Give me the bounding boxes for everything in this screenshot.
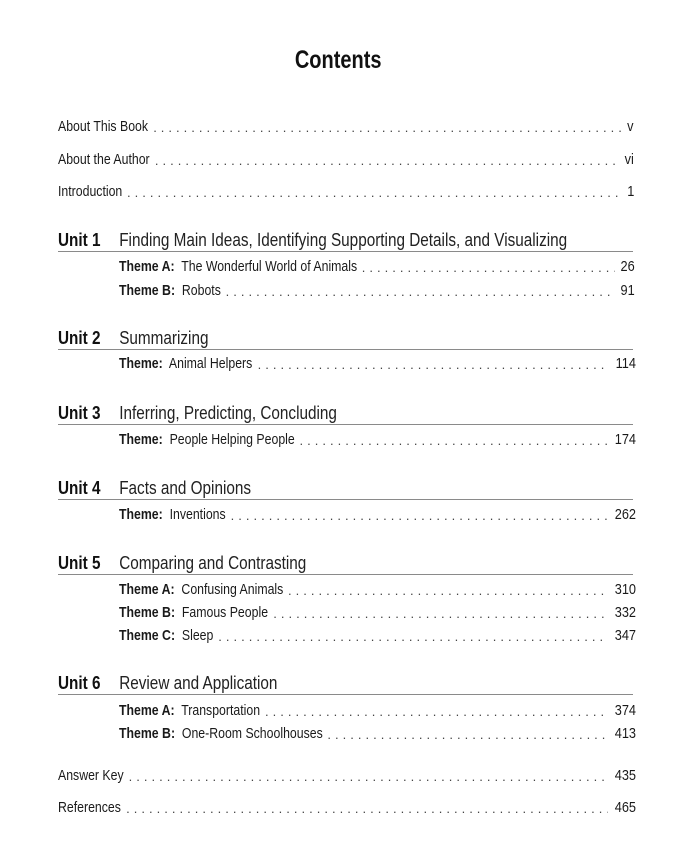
page-number: 26 xyxy=(620,258,635,275)
theme-title: Animal Helpers xyxy=(168,355,253,372)
toc-entry-theme[interactable] xyxy=(119,725,637,743)
dot-leader xyxy=(265,704,608,720)
unit-number: Unit 5 xyxy=(58,553,101,573)
theme-title: One-Room Schoolhouses xyxy=(181,725,323,742)
toc-entry-theme[interactable] xyxy=(119,702,637,720)
toc-entry-theme[interactable] xyxy=(119,355,636,373)
entry-label: Answer Key xyxy=(58,767,124,784)
toc-entry-theme[interactable] xyxy=(119,604,637,622)
dot-leader xyxy=(231,508,608,524)
theme-title: Inventions xyxy=(169,506,226,523)
theme-prefix: Theme: xyxy=(119,355,163,372)
toc-entry-about-this-book[interactable] xyxy=(58,118,633,136)
toc-entry-references[interactable] xyxy=(58,799,637,817)
entry-label: About This Book xyxy=(58,118,149,135)
page-number: v xyxy=(627,118,634,135)
toc-entry-about-the-author[interactable] xyxy=(58,151,633,169)
page-number: 262 xyxy=(614,506,637,523)
page-number: 174 xyxy=(614,431,637,448)
entry-label: About the Author xyxy=(58,151,150,168)
theme-prefix: Theme B: xyxy=(119,725,176,742)
page-number: 1 xyxy=(627,183,635,200)
dot-leader xyxy=(288,583,608,599)
theme-prefix: Theme A: xyxy=(119,702,175,719)
dot-leader xyxy=(327,727,608,743)
unit-number: Unit 6 xyxy=(58,673,101,693)
unit-heading-4[interactable] xyxy=(58,477,633,500)
dot-leader xyxy=(226,284,615,300)
page-number: 310 xyxy=(614,581,637,598)
theme-title: Sleep xyxy=(181,627,214,644)
page-number: 114 xyxy=(615,355,636,372)
unit-heading-6[interactable] xyxy=(58,672,633,695)
unit-number: Unit 1 xyxy=(58,230,101,250)
dot-leader xyxy=(126,801,608,817)
theme-title: Robots xyxy=(181,282,221,299)
dot-leader xyxy=(258,357,609,373)
page-number: 91 xyxy=(620,282,635,299)
unit-heading-5[interactable] xyxy=(58,552,633,575)
unit-title: Finding Main Ideas, Identifying Supporting Details, and Visualizing xyxy=(119,230,568,250)
theme-prefix: Theme: xyxy=(119,506,163,523)
theme-title: Famous People xyxy=(181,604,269,621)
theme-title: Transportation xyxy=(181,702,261,719)
page-number: 347 xyxy=(614,627,637,644)
entry-label: Introduction xyxy=(58,183,123,200)
theme-title: People Helping People xyxy=(169,431,295,448)
dot-leader xyxy=(218,629,608,645)
dot-leader xyxy=(273,606,608,622)
theme-prefix: Theme C: xyxy=(119,627,176,644)
page-number: 374 xyxy=(614,702,637,719)
toc-entry-theme[interactable] xyxy=(119,258,633,276)
unit-title: Inferring, Predicting, Concluding xyxy=(119,403,337,423)
page-number: 332 xyxy=(614,604,637,621)
theme-prefix: Theme A: xyxy=(119,258,175,275)
toc-entry-introduction[interactable] xyxy=(58,183,633,201)
theme-prefix: Theme B: xyxy=(119,282,176,299)
dot-leader xyxy=(362,260,615,276)
unit-number: Unit 4 xyxy=(58,478,101,498)
theme-prefix: Theme A: xyxy=(119,581,175,598)
dot-leader xyxy=(155,153,620,169)
unit-heading-1[interactable] xyxy=(58,229,633,252)
dot-leader xyxy=(299,433,608,449)
unit-number: Unit 3 xyxy=(58,403,101,423)
theme-prefix: Theme: xyxy=(119,431,163,448)
toc-entry-theme[interactable] xyxy=(119,282,633,300)
unit-title: Review and Application xyxy=(119,673,278,693)
theme-prefix: Theme B: xyxy=(119,604,176,621)
entry-label: References xyxy=(58,799,121,816)
toc-entry-theme[interactable] xyxy=(119,581,637,599)
unit-title: Summarizing xyxy=(119,328,209,348)
page-number: 465 xyxy=(614,799,637,816)
theme-title: Confusing Animals xyxy=(181,581,284,598)
page-number: 413 xyxy=(614,725,637,742)
dot-leader xyxy=(129,769,608,785)
dot-leader xyxy=(153,120,623,136)
toc-entry-theme[interactable] xyxy=(119,627,637,645)
unit-heading-3[interactable] xyxy=(58,402,633,425)
toc-entry-theme[interactable] xyxy=(119,506,637,524)
unit-number: Unit 2 xyxy=(58,328,101,348)
dot-leader xyxy=(127,185,623,201)
unit-heading-2[interactable] xyxy=(58,327,633,350)
theme-title: The Wonderful World of Animals xyxy=(181,258,358,275)
page-title: Contents xyxy=(295,46,382,74)
unit-title: Facts and Opinions xyxy=(119,478,252,498)
toc-entry-theme[interactable] xyxy=(119,431,637,449)
unit-title: Comparing and Contrasting xyxy=(119,553,307,573)
toc-entry-answer-key[interactable] xyxy=(58,767,637,785)
page-number: 435 xyxy=(614,767,637,784)
page-number: vi xyxy=(624,151,634,168)
